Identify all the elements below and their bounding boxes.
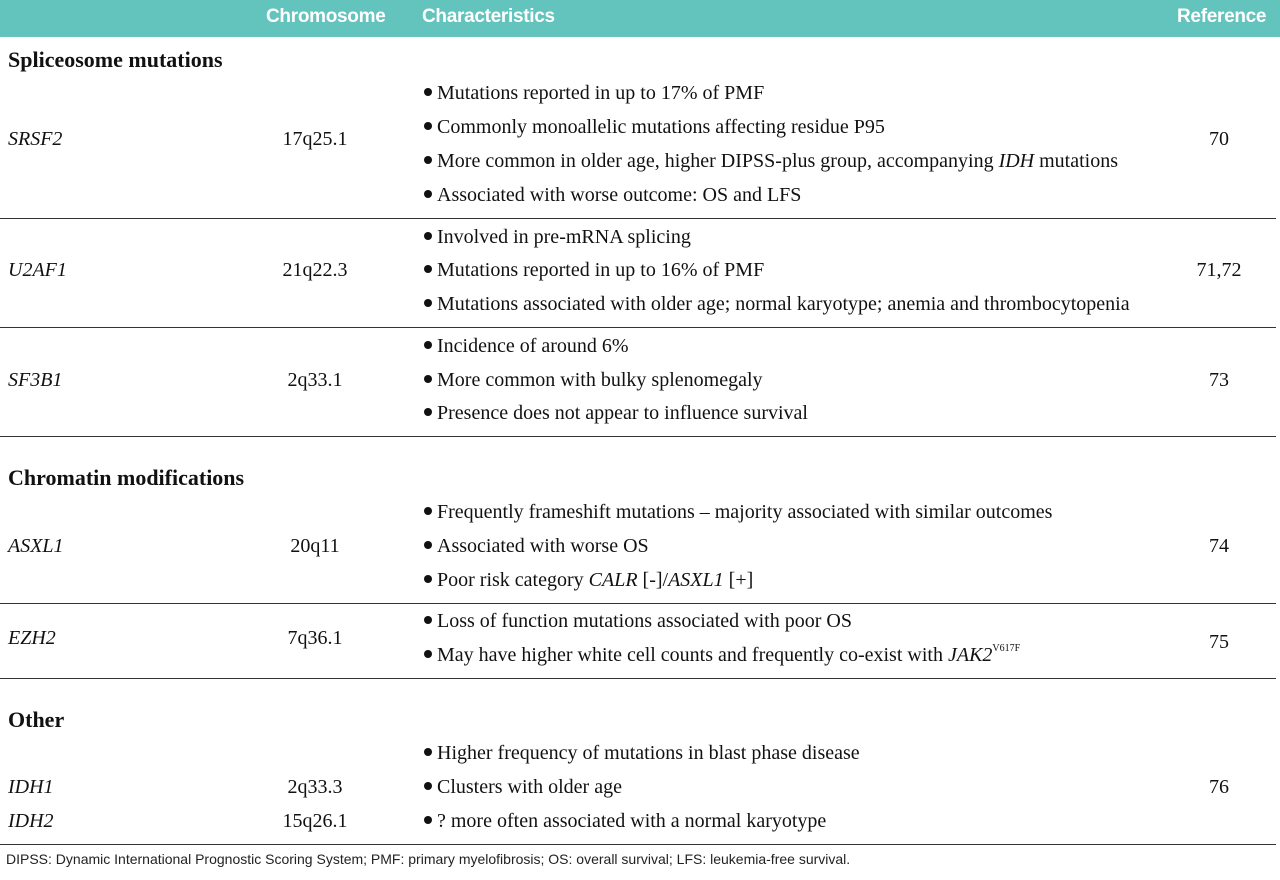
bullet-icon	[424, 122, 432, 130]
header-reference: Reference	[1177, 6, 1267, 27]
bullet-icon	[424, 265, 432, 273]
reference-value: 74	[1209, 535, 1229, 557]
bullet-icon	[424, 616, 432, 624]
row-divider	[0, 678, 1276, 679]
chromosome-value: 20q11	[290, 535, 340, 557]
gene-name: U2AF1	[8, 259, 67, 281]
bullet-icon	[424, 507, 432, 515]
bullet-icon	[424, 816, 432, 824]
bullet-icon	[424, 156, 432, 164]
gene-name-idh1: IDH1	[8, 776, 54, 798]
bullet-icon	[424, 299, 432, 307]
reference-value: 76	[1209, 776, 1229, 798]
reference-value: 75	[1209, 631, 1229, 653]
chromosome-value: 21q22.3	[282, 259, 348, 281]
bullet-icon	[424, 575, 432, 583]
characteristic-item: Higher frequency of mutations in blast phase disease	[424, 742, 860, 765]
chromosome-value-idh2: 15q26.1	[282, 810, 348, 832]
characteristic-item: More common in older age, higher DIPSS-plus group, accompanying IDH mutations	[424, 150, 1118, 173]
characteristic-item: Loss of function mutations associated with poor OS	[424, 610, 852, 633]
row-divider	[0, 844, 1276, 845]
reference-value: 70	[1209, 128, 1229, 150]
characteristic-item: Associated with worse outcome: OS and LFS	[424, 184, 801, 207]
header-characteristics: Characteristics	[422, 6, 555, 27]
characteristic-item: ? more often associated with a normal karyotype	[424, 810, 826, 833]
reference-value: 71,72	[1196, 259, 1242, 281]
table-footnote: DIPSS: Dynamic International Prognostic Scoring System; PMF: primary myelofibrosis; OS: overall survival; LFS: leukemia-free survival.	[6, 851, 851, 867]
characteristic-item: Frequently frameshift mutations – majority associated with similar outcomes	[424, 501, 1052, 524]
row-divider	[0, 218, 1276, 219]
bullet-icon	[424, 650, 432, 658]
bullet-icon	[424, 375, 432, 383]
bullet-icon	[424, 190, 432, 198]
bullet-icon	[424, 541, 432, 549]
characteristic-item: Clusters with older age	[424, 776, 622, 799]
characteristic-item: More common with bulky splenomegaly	[424, 369, 763, 392]
characteristic-item: Incidence of around 6%	[424, 335, 629, 358]
characteristic-item: Mutations reported in up to 16% of PMF	[424, 259, 764, 282]
row-divider	[0, 327, 1276, 328]
group-label-spliceosome: Spliceosome mutations	[8, 47, 223, 72]
gene-name: EZH2	[8, 627, 56, 649]
characteristic-item: Involved in pre-mRNA splicing	[424, 226, 691, 249]
gene-name: SRSF2	[8, 128, 63, 150]
reference-value: 73	[1209, 369, 1229, 391]
bullet-icon	[424, 341, 432, 349]
bullet-icon	[424, 232, 432, 240]
bullet-icon	[424, 782, 432, 790]
bullet-icon	[424, 748, 432, 756]
gene-name: ASXL1	[8, 535, 64, 557]
group-label-chromatin: Chromatin modifications	[8, 465, 245, 490]
gene-name: SF3B1	[8, 369, 63, 391]
table-header	[0, 0, 1280, 37]
characteristic-item: Mutations reported in up to 17% of PMF	[424, 82, 764, 105]
group-label-other: Other	[8, 707, 65, 732]
chromosome-value: 17q25.1	[282, 128, 348, 150]
characteristic-item: Commonly monoallelic mutations affecting residue P95	[424, 116, 885, 139]
chromosome-value: 7q36.1	[287, 627, 343, 649]
characteristic-item: Presence does not appear to influence survival	[424, 402, 808, 425]
characteristic-item: Associated with worse OS	[424, 535, 649, 558]
header-chromosome: Chromosome	[266, 6, 386, 27]
row-divider	[0, 603, 1276, 604]
chromosome-value-idh1: 2q33.3	[287, 776, 343, 798]
chromosome-value: 2q33.1	[287, 369, 343, 391]
bullet-icon	[424, 88, 432, 96]
row-divider	[0, 436, 1276, 437]
characteristic-item: Mutations associated with older age; normal karyotype; anemia and thrombocytopenia	[424, 293, 1130, 316]
characteristic-item: May have higher white cell counts and frequently co-exist with $JAK2^{V617F}$	[424, 644, 1020, 667]
gene-name-idh2: IDH2	[8, 810, 54, 832]
characteristic-item: Poor risk category CALR [-]/ASXL1 [+]	[424, 569, 753, 592]
bullet-icon	[424, 408, 432, 416]
